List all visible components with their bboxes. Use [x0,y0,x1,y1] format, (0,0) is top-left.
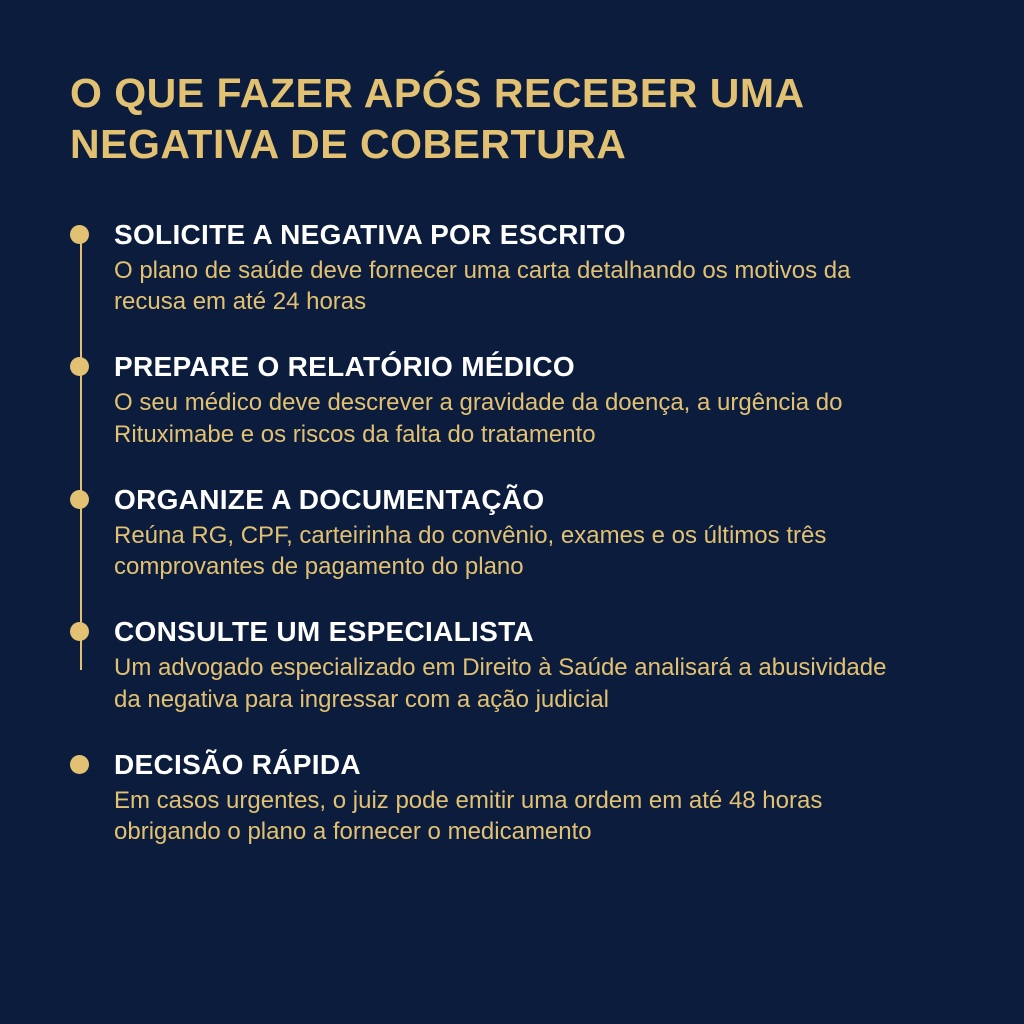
step-title: CONSULTE UM ESPECIALISTA [114,616,534,648]
list-item [114,351,958,451]
page-title: O QUE FAZER APÓS RECEBER UMA NEGATIVA DE COBERTURA [70,70,804,168]
step-description: O seu médico deve descrever a gravidade da doença, a urgência do Rituximabe e os riscos da falta do tratamento [114,389,843,448]
list-item [114,749,958,849]
bullet-dot-icon [70,225,89,244]
step-title: SOLICITE A NEGATIVA POR ESCRITO [114,218,626,250]
list-item [114,616,958,716]
step-description: Reúna RG, CPF, carteirinha do convênio, exames e os últimos três comprovantes de pagamento do plano [114,521,827,581]
list-item [114,484,958,584]
step-title: ORGANIZE A DOCUMENTAÇÃO [114,483,545,515]
bullet-dot-icon [70,490,89,509]
timeline-connector [80,233,82,671]
bullet-dot-icon [70,755,89,774]
step-description: Em casos urgentes, o juiz pode emitir uma ordem em até 48 horas obrigando o plano a fornecer o medicamento [114,786,823,846]
bullet-dot-icon [70,622,89,641]
step-title: PREPARE O RELATÓRIO MÉDICO [114,351,576,383]
step-description: O plano de saúde deve fornecer uma carta detalhando os motivos da recusa em até 24 horas [114,256,851,316]
list-item [114,219,958,319]
step-description: Um advogado especializado em Direito à Saúde analisará a abusividade da negativa para ingressar com a ação judicial [114,654,887,713]
steps-list [70,219,958,849]
step-title: DECISÃO RÁPIDA [114,748,361,780]
bullet-dot-icon [70,357,89,376]
